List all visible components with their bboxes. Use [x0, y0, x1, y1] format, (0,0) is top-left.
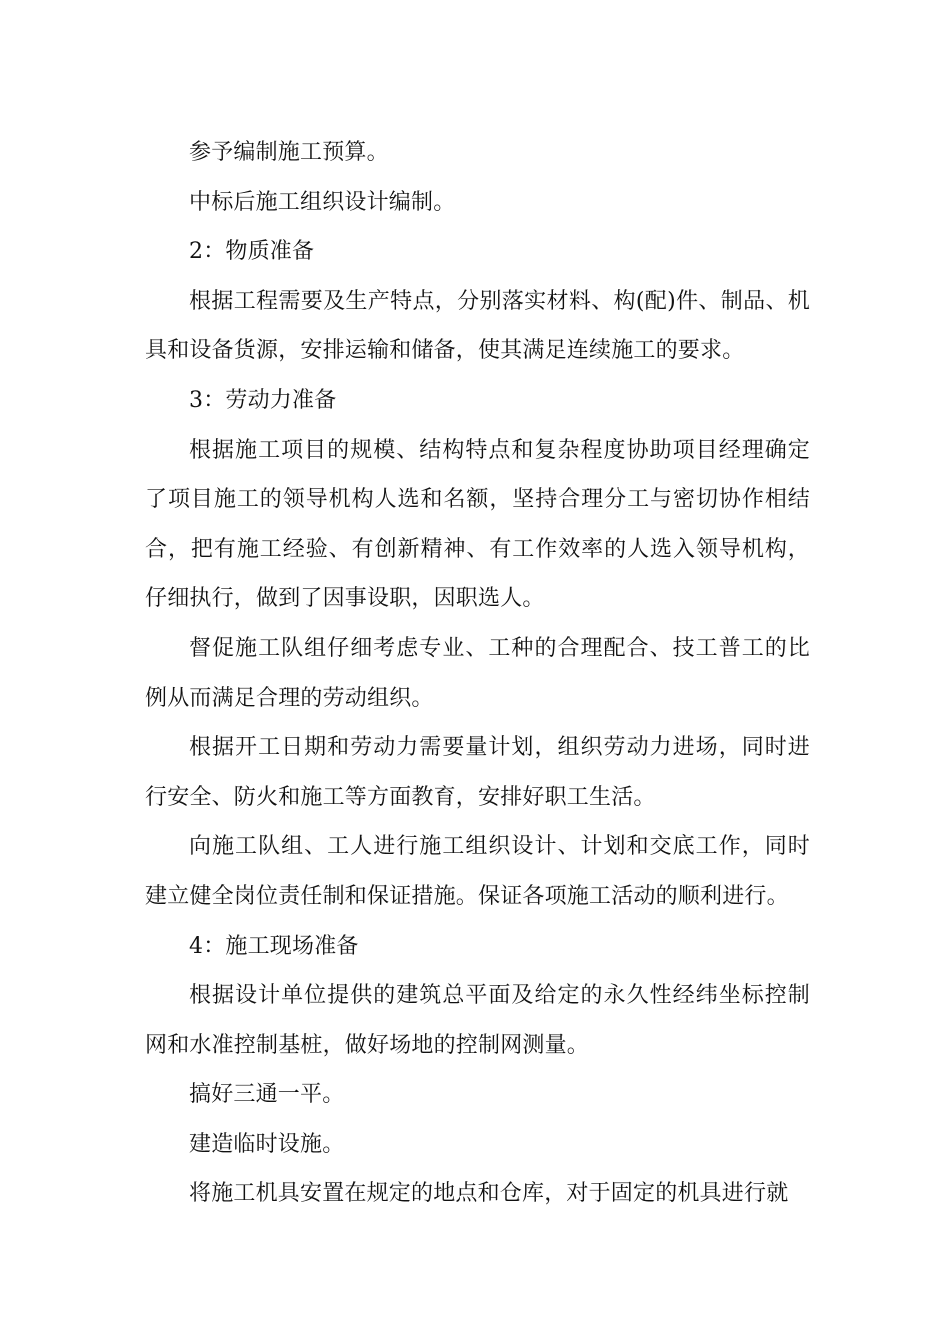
- paragraph-equipment-placement: 将施工机具安置在规定的地点和仓库，对于固定的机具进行就: [189, 1181, 789, 1207]
- paragraph-labor-organization: 督促施工队组仔细考虑专业、工种的合理配合、技工普工的比例从而满足合理的劳动组织。: [145, 635, 810, 711]
- paragraph-labor-entry: 根据开工日期和劳动力需要量计划，组织劳动力进场，同时进行安全、防火和施工等方面教育，安排好职工生活。: [145, 735, 810, 810]
- heading-material-preparation: 2：物质准备: [189, 239, 315, 265]
- heading-site-preparation: 4：施工现场准备: [189, 933, 359, 959]
- paragraph-material-sources: 根据工程需要及生产特点，分别落实材料、构(配)件、制品、机具和设备货源，安排运输和储备，使其满足连续施工的要求。: [145, 288, 810, 364]
- document-body: [145, 128, 810, 1219]
- paragraph-control-network: 根据设计单位提供的建筑总平面及给定的永久性经纬坐标控制网和水准控制基桩，做好场地的控制网测量。: [145, 983, 810, 1058]
- paragraph-briefing-responsibility: 向施工队组、工人进行施工组织设计、计划和交底工作，同时建立健全岗位责任制和保证措施。保证各项施工活动的顺利进行。: [145, 834, 810, 909]
- paragraph-three-connections: 搞好三通一平。: [189, 1082, 345, 1108]
- paragraph-budget: 参予编制施工预算。: [189, 140, 389, 165]
- paragraph-design-after-bid: 中标后施工组织设计编制。: [189, 189, 456, 215]
- paragraph-temporary-facilities: 建造临时设施。: [189, 1131, 345, 1157]
- heading-labor-preparation: 3：劳动力准备: [189, 387, 337, 413]
- paragraph-leadership-organization: 根据施工项目的规模、结构特点和复杂程度协助项目经理确定了项目施工的领导机构人选和名额，坚持合理分工与密切协作相结合，把有施工经验、有创新精神、有工作效率的人选入领导机构，仔细执行，做到了因事设职，因职选人。: [145, 437, 810, 612]
